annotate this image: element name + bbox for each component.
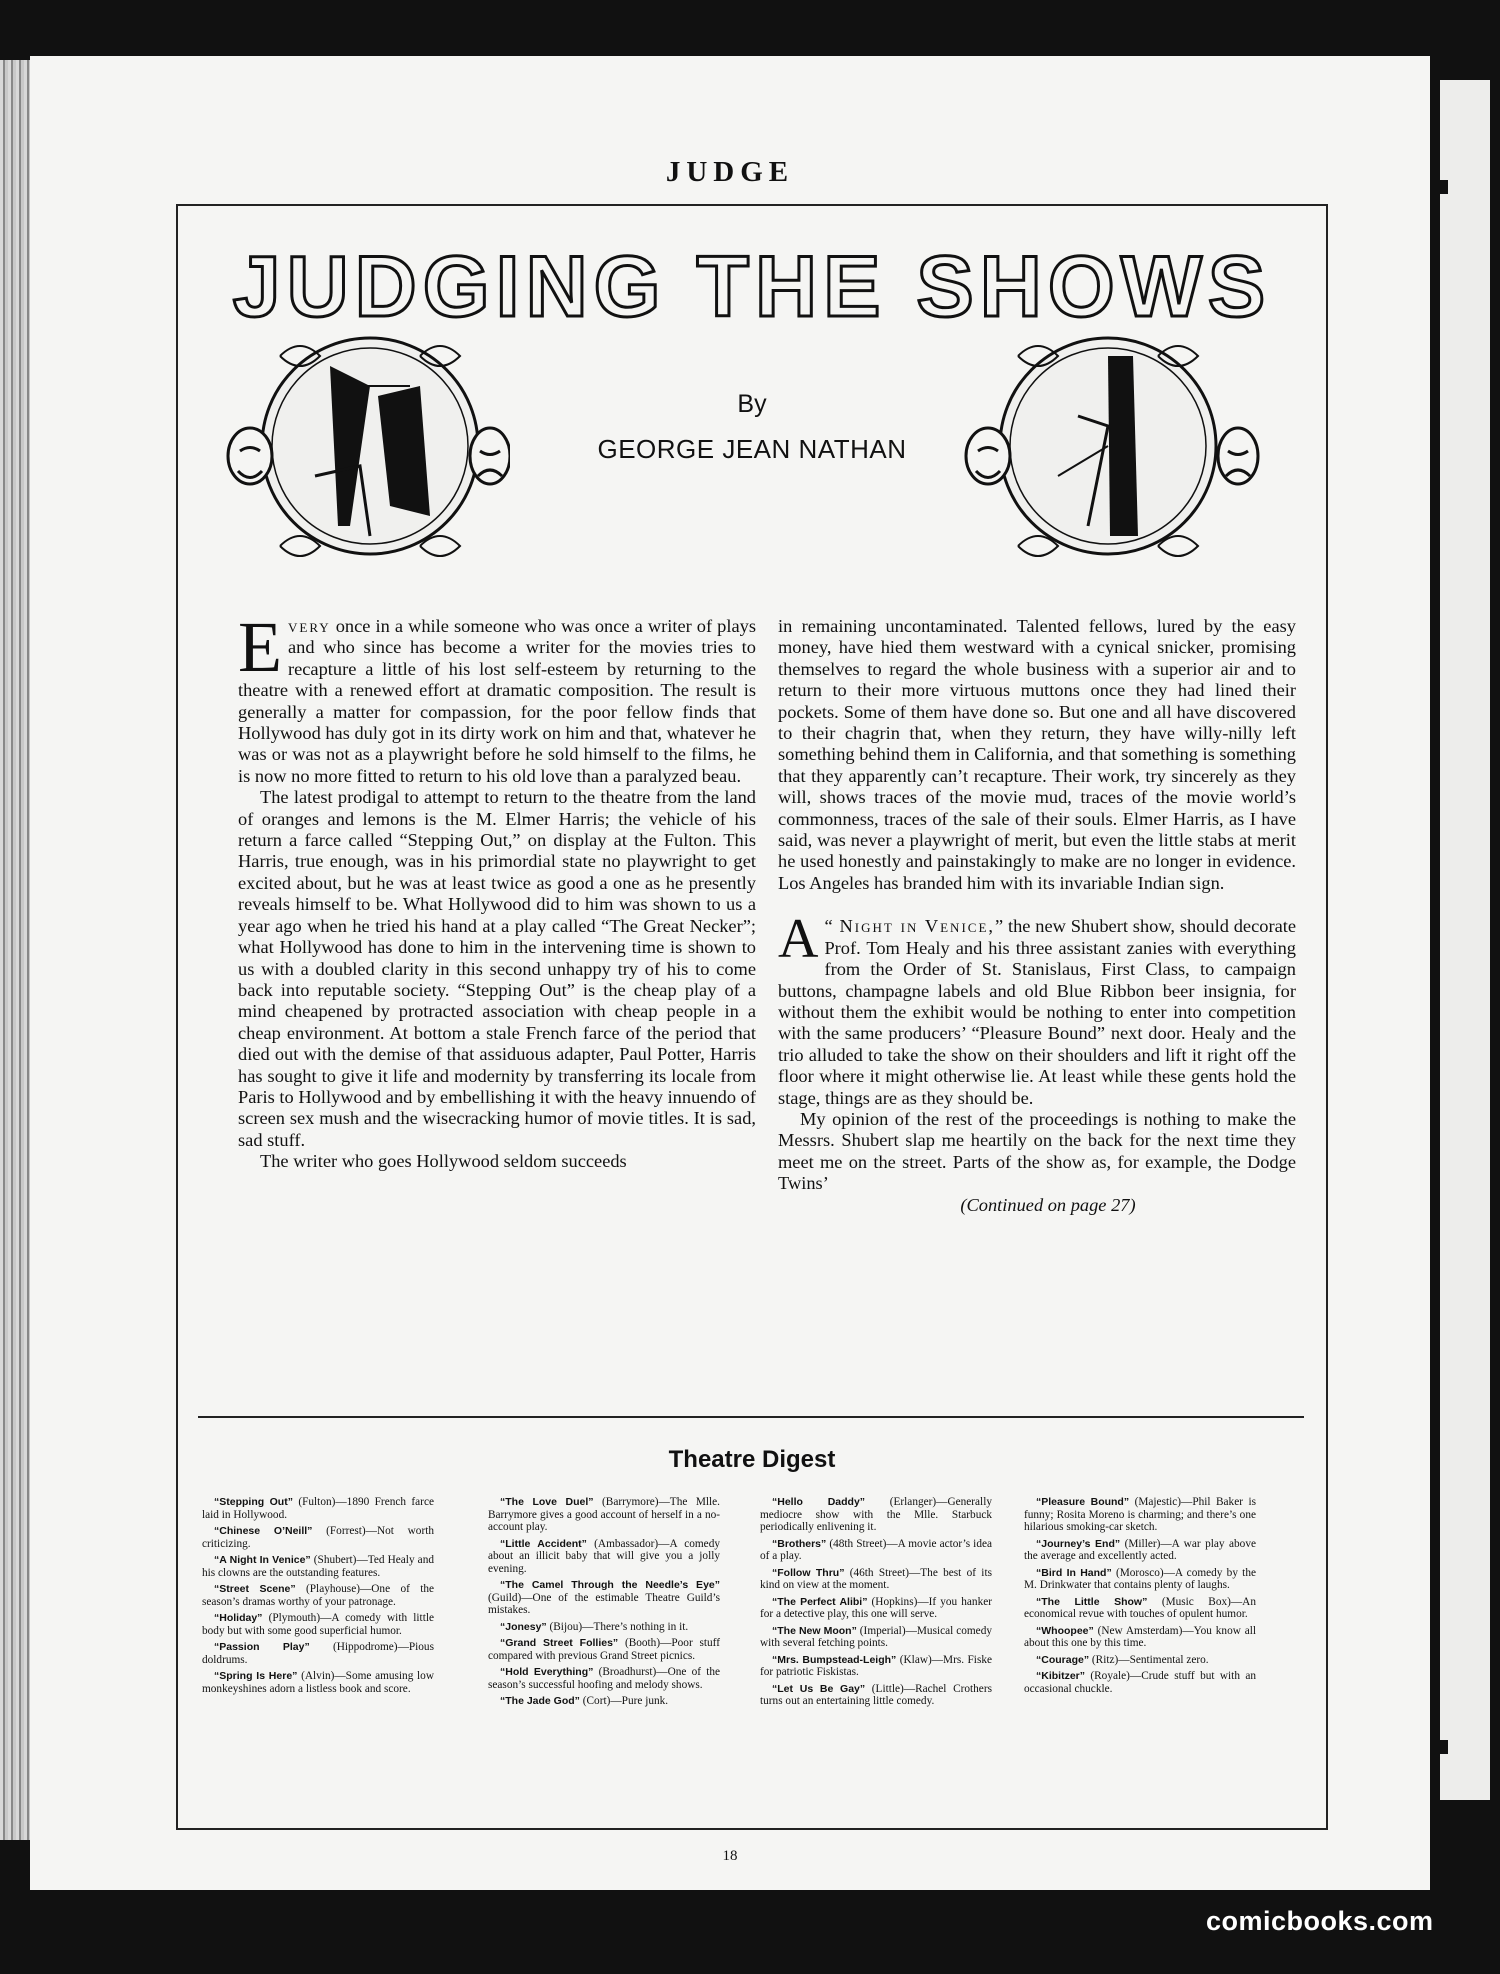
drop-cap: E — [238, 607, 282, 687]
show-review: (Little)—Rachel Crothers turns out an entertaining little comedy. — [760, 1682, 992, 1707]
digest-entry — [1024, 1567, 1256, 1592]
digest-entry — [488, 1637, 720, 1662]
show-review: (Royale)—Crude stuff but with an occasional chuckle. — [1024, 1670, 1256, 1695]
edge-mark — [1440, 1740, 1448, 1754]
small-caps-lead: Night in Venice, — [832, 916, 995, 937]
show-title: “Whoopee” — [1036, 1624, 1094, 1637]
show-title: “The Perfect Alibi” — [772, 1595, 868, 1608]
show-title: “Let Us Be Gay” — [772, 1682, 866, 1695]
article-paragraph: My opinion of the rest of the proceedings is nothing to make the Messrs. Shubert slap me heartily on the back for the next time they meet me on the street. Parts of the show as, for example, the Dodge Twins’ — [778, 1108, 1296, 1194]
digest-column — [202, 1496, 434, 1699]
digest-entry — [1024, 1670, 1256, 1695]
show-review: (Guild)—One of the estimable Theatre Guild’s mistakes. — [488, 1591, 720, 1616]
show-title: “Chinese O’Neill” — [214, 1525, 313, 1537]
continued-note: (Continued on page 27) — [960, 1194, 1136, 1215]
show-review: (Fulton)—1890 French farce laid in Hollywood. — [202, 1496, 434, 1521]
digest-entry — [202, 1554, 434, 1579]
digest-entry — [202, 1641, 434, 1666]
show-title: “The Love Duel” — [500, 1496, 594, 1508]
next-page-edge — [1440, 80, 1490, 1800]
show-review: (Alvin)—Some amusing low monkeyshines adorn a listless book and score. — [202, 1670, 434, 1695]
paragraph-text: ” the new Shubert show, should decorate Prof. Tom Healy and his three assistant zanies with everything from the Order of St. Stanislaus, First Class, to campaign buttons, champagne labels and old Blue Ribbon beer insignia, for without them the exhibit would be nothing to enter into competition with the same producers’ “Pleasure Bound” next door. Healy and the trio alluded to take the show on their shoulders and lift it right off the floor where it might otherwise lie. At least while these gents hold the stage, things are as they should be. — [778, 916, 1296, 1108]
show-title: “Stepping Out” — [214, 1496, 293, 1508]
show-title: “Courage” — [1036, 1653, 1090, 1666]
digest-entry — [488, 1496, 720, 1534]
show-review: (Shubert)—Ted Healy and his clowns are the outstanding features. — [202, 1554, 434, 1579]
show-review: (Playhouse)—One of the season’s dramas worthy of your patronage. — [202, 1583, 435, 1608]
magazine-page — [30, 56, 1430, 1890]
show-review: (Hopkins)—If you hanker for a detective play, this one will serve. — [760, 1595, 992, 1620]
show-title: “Hello Daddy” — [772, 1496, 866, 1508]
digest-entry — [1024, 1625, 1256, 1650]
edge-mark — [1440, 180, 1448, 194]
digest-entry — [488, 1538, 720, 1576]
headline-lettering — [178, 242, 1326, 334]
show-title: “Follow Thru” — [772, 1566, 845, 1579]
digest-entry — [488, 1666, 720, 1691]
small-caps-lead: very — [287, 616, 331, 636]
show-title: “Holiday” — [214, 1612, 263, 1624]
show-title: “Street Scene” — [214, 1583, 296, 1595]
digest-entry — [488, 1695, 720, 1708]
author-name: GEORGE JEAN NATHAN — [597, 434, 907, 464]
show-review: (Booth)—Poor stuff compared with previous Grand Street picnics. — [488, 1637, 720, 1662]
show-title: “The Little Show” — [1036, 1595, 1148, 1608]
show-review: (Majestic)—Phil Baker is funny; Rosita Moreno is charming; and there’s one hilarious smoking-car sketch. — [1024, 1496, 1256, 1533]
article-column-left — [238, 607, 756, 1173]
show-title: “The Camel Through the Needle’s Eye” — [500, 1579, 720, 1591]
digest-entry — [1024, 1654, 1256, 1667]
show-review: (Cort)—Pure junk. — [579, 1695, 669, 1707]
digest-entry — [202, 1496, 434, 1521]
show-review: (46th Street)—The best of its kind on view at the moment. — [760, 1566, 992, 1591]
show-review: (Bijou)—There’s nothing in it. — [546, 1620, 689, 1633]
article-paragraph — [778, 908, 1296, 1109]
site-watermark: comicbooks.com — [1206, 1906, 1434, 1936]
open-quote: “ — [824, 916, 833, 937]
show-review: (Ambassador)—A comedy about an illicit baby that will give you a jolly evening. — [488, 1537, 720, 1575]
show-title: “Hold Everything” — [500, 1666, 594, 1678]
show-review: (Plymouth)—A comedy with little body but with some good superficial humor. — [202, 1612, 434, 1637]
article-paragraph: The writer who goes Hollywood seldom succeeds — [260, 1151, 627, 1172]
digest-entry — [760, 1496, 992, 1534]
digest-entry — [1024, 1596, 1256, 1621]
digest-entry — [202, 1670, 434, 1695]
article-paragraph — [238, 607, 756, 787]
show-title: “Pleasure Bound” — [1036, 1496, 1130, 1508]
show-title: “Mrs. Bumpstead-Leigh” — [772, 1653, 897, 1666]
show-title: “Journey’s End” — [1036, 1537, 1121, 1550]
show-review: (Music Box)—An economical revue with touches of opulent humor. — [1024, 1595, 1256, 1620]
digest-column — [1024, 1496, 1256, 1699]
show-review: (Morosco)—A comedy by the M. Drinkwater that contains plenty of laughs. — [1024, 1566, 1256, 1591]
page-binding — [0, 60, 30, 1840]
article-frame — [176, 204, 1328, 1830]
drop-cap: A — [778, 908, 819, 971]
show-title: “Bird In Hand” — [1036, 1566, 1112, 1579]
digest-entry — [202, 1583, 434, 1608]
digest-entry — [488, 1579, 720, 1617]
show-review: (Forrest)—Not worth criticizing. — [202, 1525, 434, 1550]
digest-entry — [760, 1625, 992, 1650]
digest-entry — [1024, 1538, 1256, 1563]
show-review: (Broadhurst)—One of the season’s successful hoofing and melody shows. — [488, 1666, 720, 1691]
byline-label: By — [737, 390, 767, 418]
article-column-right — [778, 616, 1296, 1216]
show-title: “A Night In Venice” — [214, 1554, 311, 1566]
headline-text: JUDGING THE SHOWS — [232, 242, 1272, 334]
digest-entry — [202, 1525, 434, 1550]
digest-title: Theatre Digest — [668, 1446, 836, 1473]
digest-entry — [202, 1612, 434, 1637]
running-head: JUDGE — [665, 156, 795, 188]
digest-column — [488, 1496, 720, 1712]
article-paragraph: in remaining uncontaminated. Talented fellows, lured by the easy money, have hied them westward with a cynical snicker, promising themselves to regard the whole business with a superior air and to return to their more virtuous muttons once they had lined their pockets. Some of them have done so. But one and all have discovered to their chagrin that, when they return, they have willy-nilly left something behind them in California, and that something is something that they apparently can’t recapture. Their work, try sincerely as they will, shows traces of the movie mud, traces of the movie world’s commonness, traces of the sale of their souls. Elmer Harris, as I have said, was never a playwright of merit, but even the little stabs at merit he used honestly and painstakingly to make are no longer in evidence. Los Angeles has branded him with its invariable Indian sign. — [778, 616, 1296, 893]
digest-entry — [760, 1538, 992, 1563]
show-review: (48th Street)—A movie actor’s idea of a play. — [760, 1537, 992, 1562]
show-title: “Little Accident” — [500, 1537, 587, 1550]
show-title: “Jonesy” — [500, 1620, 547, 1633]
show-title: “Brothers” — [772, 1537, 827, 1550]
show-review: (Ritz)—Sentimental zero. — [1089, 1653, 1209, 1666]
digest-entry — [760, 1654, 992, 1679]
show-title: “The Jade God” — [500, 1695, 580, 1707]
digest-entry — [760, 1567, 992, 1592]
show-title: “Spring Is Here” — [214, 1670, 298, 1682]
article-paragraph: The latest prodigal to attempt to return to the theatre from the land of oranges and lemons is the M. Elmer Harris; the vehicle of his return a farce called “Stepping Out,” on display at the Fulton. This Harris, true enough, was in his primordial state no playwright to get excited about, but he was at least twice as good a one as he presently reveals himself to be. What Hollywood did to him was shown to us a year ago when he tried his hand at a play called “The Great Necker”; what Hollywood has done to him in the intervening time is shown to us with a doubled clarity in this second unhappy try of his to come back into reputable society. “Stepping Out” is the cheap play of a mind cheapened by protracted association with cheap people in a cheap environment. At bottom a stale French farce of the period that died out with the demise of that assiduous adapter, Paul Potter, Harris has sought to give it life and modernity by transferring its locale from Paris to Hollywood and by embellishing it with the heavy innuendo of screen sex mush and the wisecracking humor of movie titles. It is sad, sad stuff. — [238, 787, 756, 1150]
show-review: (Hippodrome)—Pious doldrums. — [202, 1641, 434, 1666]
digest-entry — [1024, 1496, 1256, 1534]
digest-column — [760, 1496, 992, 1712]
show-title: “Kibitzer” — [1036, 1670, 1086, 1682]
show-title: “Passion Play” — [214, 1641, 310, 1653]
show-review: (Erlanger)—Generally mediocre show with the Mlle. Starbuck periodically enlivening it. — [760, 1496, 992, 1533]
show-review: (Imperial)—Musical comedy with several fetching points. — [760, 1624, 992, 1649]
show-title: “Grand Street Follies” — [500, 1637, 619, 1649]
show-review: (Klaw)—Mrs. Fiske for patriotic Fiskistas. — [760, 1653, 992, 1678]
show-review: (Miller)—A war play above the average and excellently acted. — [1024, 1537, 1256, 1562]
digest-entry — [760, 1596, 992, 1621]
digest-entry — [488, 1621, 720, 1634]
digest-entry — [760, 1683, 992, 1708]
paragraph-text: once in a while someone who was once a writer of plays and who since has become a writer for the movies tries to recapture a little of his lost self-esteem by returning to the theatre with a renewed effort at dramatic composition. The result is generally a matter for compassion, for the poor fellow finds that Hollywood has duly got in its dirty work on him and that, whatever he was or was not as a playwright before he sold himself to the films, he is now no more fitted to return to his old love than a paralyzed beau. — [238, 616, 756, 786]
show-title: “The New Moon” — [772, 1624, 857, 1637]
section-divider — [198, 1416, 1304, 1418]
show-review: (New Amsterdam)—You know all about this one by this time. — [1024, 1624, 1256, 1649]
show-review: (Barrymore)—The Mlle. Barrymore gives a good account of herself in a no-account play. — [488, 1496, 720, 1533]
page-number: 18 — [722, 1848, 738, 1864]
